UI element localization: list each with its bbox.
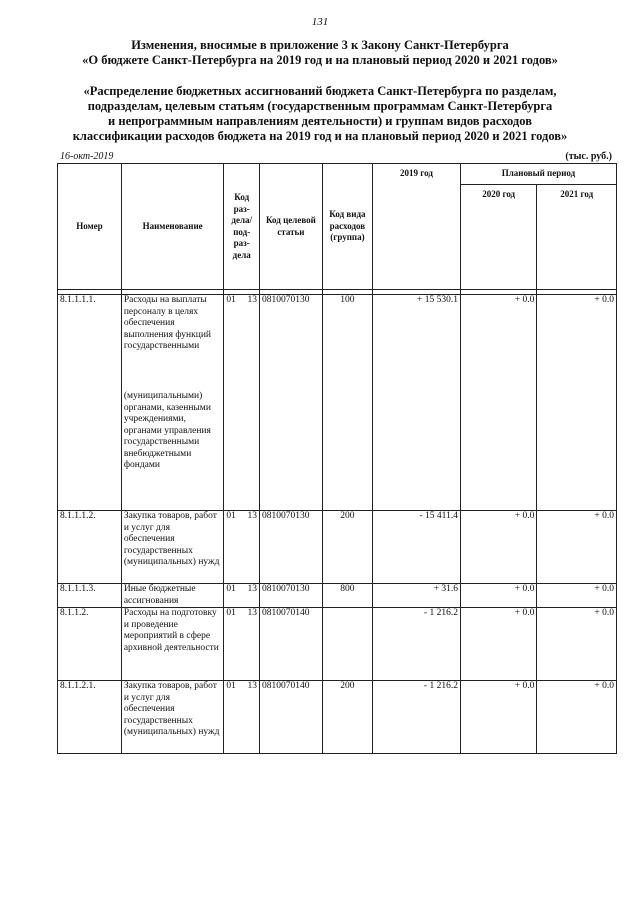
row-razdel-code: 01	[226, 608, 236, 618]
row-2021: + 0.0	[537, 295, 617, 511]
page-number: 131	[311, 16, 329, 28]
units-label: (тыс. руб.)	[565, 151, 612, 162]
row-podrazdel-code: 13	[247, 608, 257, 618]
row-vid: 200	[322, 511, 372, 584]
row-razdel	[224, 681, 260, 754]
row-number: 8.1.1.1.3.	[58, 584, 122, 608]
row-name: Расходы на подготовку и проведение мероприятий в сфере архивной деятельности	[121, 608, 224, 681]
row-vid: 100	[322, 295, 372, 511]
row-number: 8.1.1.2.	[58, 608, 122, 681]
row-razdel-code: 01	[226, 511, 236, 521]
row-name-part-1: Расходы на выплаты персоналу в целях обеспечения выполнения функций государственными	[123, 295, 211, 351]
subheading-line-2: подразделам, целевым статьям (государственным программам Санкт-Петербурга	[87, 99, 553, 113]
header-vid: Код вида расходов (группа)	[322, 164, 372, 290]
row-2021: + 0.0	[537, 511, 617, 584]
row-podrazdel-code: 13	[247, 681, 257, 691]
row-vid: 200	[322, 681, 372, 754]
row-razdel-code: 01	[226, 681, 236, 691]
header-razdel: Код раз- дела/ под- раз- дела	[224, 164, 260, 290]
header-2021: 2021 год	[537, 185, 617, 290]
row-name-part-2: (муниципальными) органами, казенными учреждениями, органами управления государственными внебюджетными фондами	[123, 391, 211, 470]
row-2021: + 0.0	[537, 681, 617, 754]
header-plan-period: Плановый период	[460, 164, 616, 185]
subheading-line-3: и непрограммным направлениям деятельности) и группам видов расходов	[108, 114, 532, 128]
heading-line-1: Изменения, вносимые в приложение 3 к Закону Санкт-Петербурга	[131, 38, 509, 52]
row-razdel	[224, 584, 260, 608]
row-celevaya: 0810070140	[260, 681, 323, 754]
row-razdel	[224, 511, 260, 584]
row-razdel-code: 01	[226, 584, 236, 594]
row-2020: + 0.0	[460, 511, 536, 584]
table-row	[58, 608, 617, 681]
row-2019: - 1 216.2	[373, 608, 461, 681]
header-name: Наименование	[121, 164, 224, 290]
row-razdel-code: 01	[226, 295, 236, 305]
row-2019: - 15 411.4	[373, 511, 461, 584]
document-subheading	[40, 84, 600, 144]
row-podrazdel-code: 13	[247, 511, 257, 521]
row-celevaya: 0810070130	[260, 511, 323, 584]
document-date: 16-окт-2019	[60, 151, 114, 162]
subheading-line-1: «Распределение бюджетных ассигнований бюджета Санкт-Петербурга по разделам,	[83, 84, 557, 98]
row-2020: + 0.0	[460, 608, 536, 681]
row-2020: + 0.0	[460, 584, 536, 608]
header-number: Номер	[58, 164, 122, 290]
row-number: 8.1.1.1.1.	[58, 295, 122, 511]
header-2020: 2020 год	[460, 185, 536, 290]
row-razdel	[224, 608, 260, 681]
table-row	[58, 511, 617, 584]
header-celevaya: Код целевой статьи	[260, 164, 323, 290]
row-2021: + 0.0	[537, 584, 617, 608]
row-number: 8.1.1.2.1.	[58, 681, 122, 754]
table-row	[58, 681, 617, 754]
row-name	[121, 295, 224, 511]
header-2019: 2019 год	[373, 164, 461, 290]
row-vid: 800	[322, 584, 372, 608]
row-name: Иные бюджетные ассигнования	[121, 584, 224, 608]
table-row	[58, 584, 617, 608]
row-celevaya: 0810070140	[260, 608, 323, 681]
row-2020: + 0.0	[460, 295, 536, 511]
row-name: Закупка товаров, работ и услуг для обеспечения государственных (муниципальных) нужд	[121, 511, 224, 584]
row-2021: + 0.0	[537, 608, 617, 681]
row-podrazdel-code: 13	[247, 295, 257, 305]
row-2019: + 31.6	[373, 584, 461, 608]
row-name: Закупка товаров, работ и услуг для обеспечения государственных (муниципальных) нужд	[121, 681, 224, 754]
row-razdel	[224, 295, 260, 511]
subheading-line-4: классификации расходов бюджета на 2019 год и на плановый период 2020 и 2021 годов»	[72, 129, 568, 143]
row-celevaya: 0810070130	[260, 584, 323, 608]
row-2020: + 0.0	[460, 681, 536, 754]
table-row	[58, 295, 617, 511]
row-celevaya: 0810070130	[260, 295, 323, 511]
heading-line-2: «О бюджете Санкт-Петербурга на 2019 год и на плановый период 2020 и 2021 годов»	[82, 53, 558, 67]
row-2019: + 15 530.1	[373, 295, 461, 511]
document-heading	[40, 38, 600, 68]
row-2019: - 1 216.2	[373, 681, 461, 754]
row-vid	[322, 608, 372, 681]
budget-table	[57, 163, 617, 754]
row-podrazdel-code: 13	[247, 584, 257, 594]
row-number: 8.1.1.1.2.	[58, 511, 122, 584]
